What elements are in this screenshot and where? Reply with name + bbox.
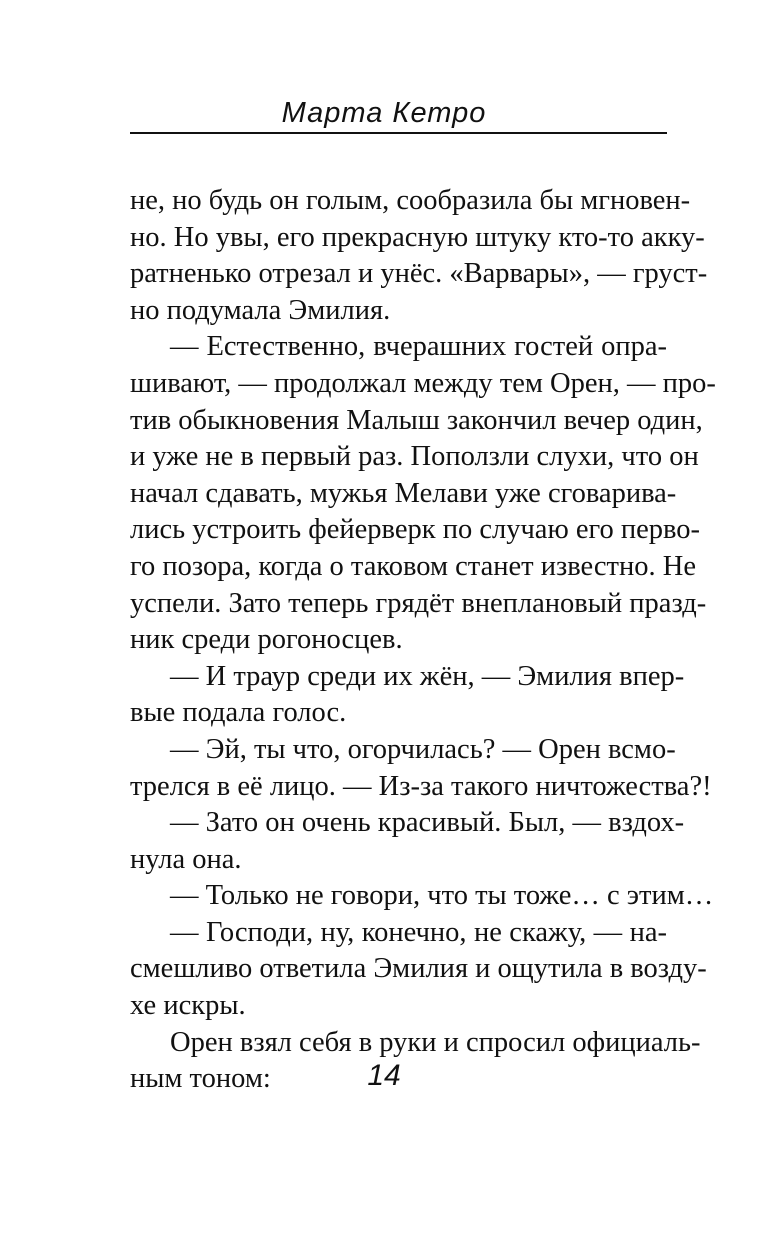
text-line: лись устроить фейерверк по случаю его перво- (130, 514, 701, 546)
text-line: смешливо ответила Эмилия и ощутила в возду- (130, 953, 707, 985)
page-number: 14 (367, 1059, 401, 1092)
text-line: ник среди рогоносцев. (130, 624, 403, 656)
text-line: вые подала голос. (130, 697, 347, 729)
text-line: ратненько отрезал и унёс. «Варвары», — груст- (130, 258, 708, 290)
text-line: не, но будь он голым, сообразила бы мгновен- (130, 185, 691, 216)
text-line: — И траур среди их жён, — Эмилия впер- (170, 660, 685, 692)
text-line: начал сдавать, мужья Мелави уже сговарива- (130, 477, 677, 509)
text-line: — Господи, ну, конечно, не скажу, — на- (170, 916, 667, 948)
text-line: — Зато он очень красивый. Был, — вздох- (170, 807, 685, 839)
text-line: успели. Зато теперь грядёт внеплановый празд- (130, 587, 707, 619)
text-line: тив обыкновения Малыш закончил вечер один, (130, 404, 703, 436)
text-line: нула она. (130, 843, 242, 875)
text-line: трелся в её лицо. — Из-за такого ничтожества?! (130, 770, 712, 802)
header-rule (130, 132, 667, 134)
text-line: — Только не говори, что ты тоже… с этим… (170, 880, 714, 912)
text-line: — Эй, ты что, огорчилась? — Орен всмо- (170, 733, 676, 765)
running-header-title: Марта Кетро (281, 97, 487, 129)
text-line: шивают, — продолжал между тем Орен, — про- (130, 367, 716, 399)
text-line: го позора, когда о таковом станет известно. Не (130, 550, 696, 582)
text-line: но подумала Эмилия. (130, 294, 391, 326)
body-text (130, 183, 716, 1098)
text-line: ным тоном: (130, 1063, 271, 1095)
text-line: и уже не в первый раз. Поползли слухи, что он (130, 441, 699, 473)
text-line: хе искры. (130, 990, 246, 1022)
text-line: Орен взял себя в руки и спросил официаль- (170, 1026, 701, 1058)
text-line: — Естественно, вчерашних гостей опра- (170, 331, 667, 363)
text-line: но. Но увы, его прекрасную штуку кто-то акку- (130, 221, 705, 253)
